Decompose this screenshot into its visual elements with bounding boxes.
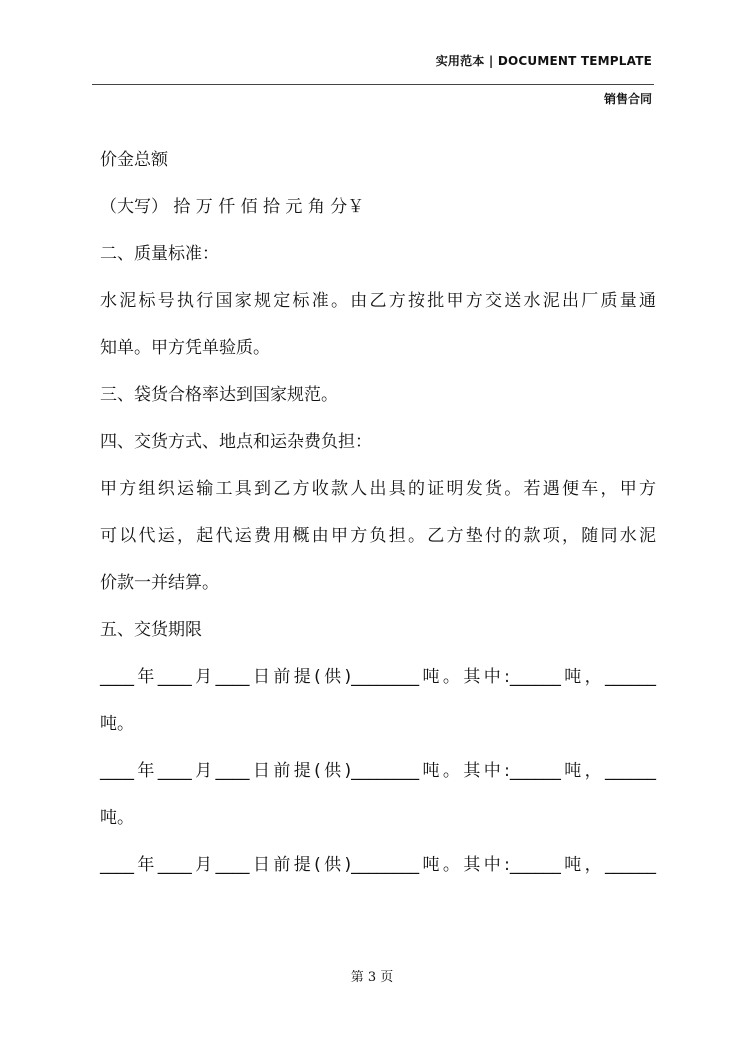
delivery-schedule-line-2-end: 吨。 — [100, 808, 134, 828]
header-divider — [92, 84, 654, 85]
section-heading-delivery-method: 四、交货方式、地点和运杂费负担： — [100, 432, 372, 452]
paragraph-amount-in-words: （大写） 拾 万 仟 佰 拾 元 角 分￥ — [100, 197, 365, 217]
paragraph-delivery-line-1: 甲方组织运输工具到乙方收款人出具的证明发货。若遇便车，甲方 — [100, 479, 656, 499]
paragraph-total-price-label: 价金总额 — [100, 150, 168, 170]
delivery-schedule-line-2: ____年____月____日前提(供)________吨。其中:______吨，______ — [100, 761, 656, 781]
document-body — [100, 137, 656, 889]
delivery-schedule-line-1-end: 吨。 — [100, 714, 134, 734]
document-category: 销售合同 — [603, 92, 652, 106]
page-number: 第 3 页 — [350, 970, 394, 985]
section-heading-quality: 二、质量标准： — [100, 244, 219, 264]
paragraph-quality-line-1: 水泥标号执行国家规定标准。由乙方按批甲方交送水泥出厂质量通 — [100, 291, 656, 311]
delivery-schedule-line-3: ____年____月____日前提(供)________吨。其中:______吨，______ — [100, 855, 656, 875]
section-heading-pass-rate: 三、袋货合格率达到国家规范。 — [100, 385, 338, 405]
paragraph-quality-line-2: 知单。甲方凭单验质。 — [100, 338, 270, 358]
delivery-schedule-line-1: ____年____月____日前提(供)________吨。其中:______吨，______ — [100, 667, 656, 687]
paragraph-delivery-line-2: 可以代运，起代运费用概由甲方负担。乙方垫付的款项，随同水泥 — [100, 526, 656, 546]
header-title: 实用范本 | DOCUMENT TEMPLATE — [435, 54, 652, 68]
paragraph-delivery-line-3: 价款一并结算。 — [100, 573, 219, 593]
section-heading-delivery-period: 五、交货期限 — [100, 620, 202, 640]
